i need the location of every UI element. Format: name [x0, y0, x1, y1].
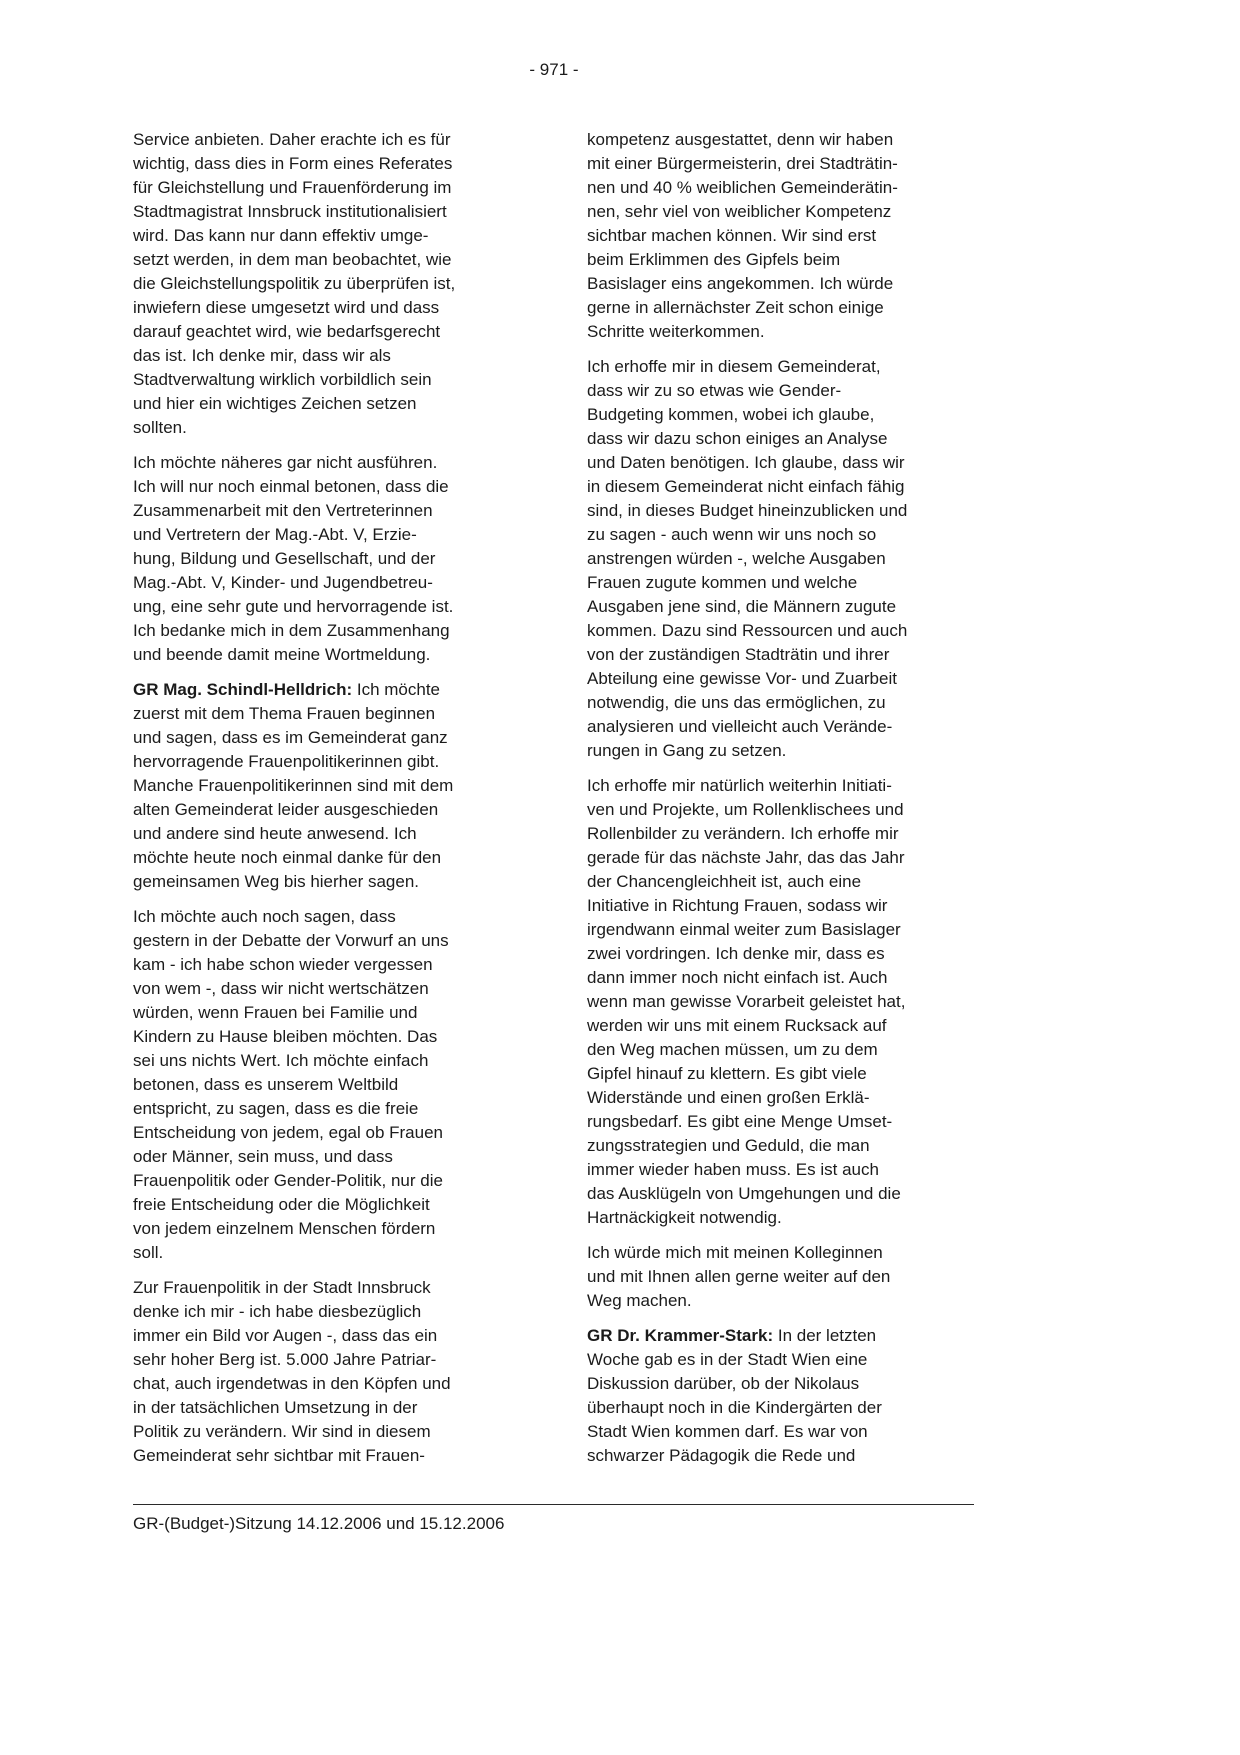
paragraph: Zur Frauenpolitik in der Stadt Innsbruck denke ich mir - ich habe diesbezüglich immer ein Bild vor Augen -, dass das ein sehr hoher Berg ist. 5.000 Jahre Patriar- chat, auch irgendetwas in den Köpfen und in der tatsächlichen Umsetzung in der Politik zu verändern. Wir sind in diesem Gemeinderat sehr sichtbar mit Frauen-: [133, 1278, 451, 1465]
speaker-name: GR Mag. Schindl-Helldrich:: [133, 680, 357, 699]
speech-paragraph: GR Dr. Krammer-Stark: In der letzten Woche gab es in der Stadt Wien eine Diskussion darüber, ob der Nikolaus überhaupt noch in die Kindergärten der Stadt Wien kommen darf. Es war von schwarzer Pädagogik die Rede und: [587, 1326, 882, 1465]
speaker-name: GR Dr. Krammer-Stark:: [587, 1326, 778, 1345]
paragraph: Ich erhoffe mir natürlich weiterhin Initiati- ven und Projekte, um Rollenklischees und Rollenbilder zu verändern. Ich erhoffe mir gerade für das nächste Jahr, das das Jahr der Chancengleichheit ist, auch eine Initiative in Richtung Frauen, sodass wir irgendwann einmal weiter zum Basislager zwei vordringen. Ich denke mir, dass es dann immer noch nicht einfach ist. Auch wenn man gewisse Vorarbeit geleistet hat, werden wir uns mit einem Rucksack auf den Weg machen müssen, um zu dem Gipfel hinauf zu klettern. Es gibt viele Widerstände und einen großen Erklä- rungsbedarf. Es gibt eine Menge Umset- zungsstrategien und Geduld, die man immer wieder haben muss. Es ist auch das Ausklügeln von Umgehungen und die Hartnäckigkeit notwendig.: [587, 776, 906, 1227]
right-column: [587, 128, 975, 1479]
text-columns: [133, 128, 975, 1479]
paragraph: Ich möchte näheres gar nicht ausführen. Ich will nur noch einmal betonen, dass die Zusammenarbeit mit den Vertreterinnen und Vertretern der Mag.-Abt. V, Erzie- hung, Bildung und Gesellschaft, und der Mag.-Abt. V, Kinder- und Jugendbetreu- ung, eine sehr gute und hervorragende ist. Ich bedanke mich in dem Zusammenhang und beende damit meine Wortmeldung.: [133, 453, 454, 664]
speech-paragraph: GR Mag. Schindl-Helldrich: Ich möchte zuerst mit dem Thema Frauen beginnen und sagen, dass es im Gemeinderat ganz hervorragende Frauenpolitikerinnen gibt. Manche Frauenpolitikerinnen sind mit dem alten Gemeinderat leider ausgeschieden und andere sind heute anwesend. Ich möchte heute noch einmal danke für den gemeinsamen Weg bis hierher sagen.: [133, 680, 454, 891]
page-footer: [133, 1504, 974, 1534]
paragraph: Ich erhoffe mir in diesem Gemeinderat, dass wir zu so etwas wie Gender- Budgeting kommen, wobei ich glaube, dass wir dazu schon einiges an Analyse und Daten benötigen. Ich glaube, dass wir in diesem Gemeinderat nicht einfach fähig sind, in dieses Budget hineinzublicken und zu sagen - auch wenn wir uns noch so anstrengen würden -, welche Ausgaben Frauen zugute kommen und welche Ausgaben jene sind, die Männern zugute kommen. Dazu sind Ressourcen und auch von der zuständigen Stadträtin und ihrer Abteilung eine gewisse Vor- und Zuarbeit notwendig, die uns das ermöglichen, zu analysieren und vielleicht auch Verände- rungen in Gang zu setzen.: [587, 357, 908, 760]
paragraph: Ich möchte auch noch sagen, dass gestern in der Debatte der Vorwurf an uns kam - ich habe schon wieder vergessen von wem -, dass wir nicht wertschätzen würden, wenn Frauen bei Familie und Kindern zu Hause bleiben möchten. Das sei uns nichts Wert. Ich möchte einfach betonen, dass es unserem Weltbild entspricht, zu sagen, dass es die freie Entscheidung von jedem, egal ob Frauen oder Männer, sein muss, und dass Frauenpolitik oder Gender-Politik, nur die freie Entscheidung oder die Möglichkeit von jedem einzelnem Menschen fördern soll.: [133, 907, 449, 1262]
page-number: - 971 -: [529, 60, 579, 79]
paragraph: kompetenz ausgestattet, denn wir haben mit einer Bürgermeisterin, drei Stadträtin- nen und 40 % weiblichen Gemeinderätin- nen, sehr viel von weiblicher Kompetenz sichtbar machen können. Wir sind erst beim Erklimmen des Gipfels beim Basislager eins angekommen. Ich würde gerne in allernächster Zeit schon einige Schritte weiterkommen.: [587, 130, 898, 341]
left-column: [133, 128, 521, 1479]
paragraph: Ich würde mich mit meinen Kolleginnen und mit Ihnen allen gerne weiter auf den Weg machen.: [587, 1243, 891, 1310]
paragraph: Service anbieten. Daher erachte ich es für wichtig, dass dies in Form eines Referates für Gleichstellung und Frauenförderung im Stadtmagistrat Innsbruck institutionalisiert wird. Das kann nur dann effektiv umge- setzt werden, in dem man beobachtet, wie die Gleichstellungspolitik zu überprüfen ist, inwiefern diese umgesetzt wird und dass darauf geachtet wird, wie bedarfsgerecht das ist. Ich denke mir, dass wir als Stadtverwaltung wirklich vorbildlich sein und hier ein wichtiges Zeichen setzen sollten.: [133, 130, 456, 437]
footer-text: GR-(Budget-)Sitzung 14.12.2006 und 15.12.2006: [133, 1514, 505, 1533]
